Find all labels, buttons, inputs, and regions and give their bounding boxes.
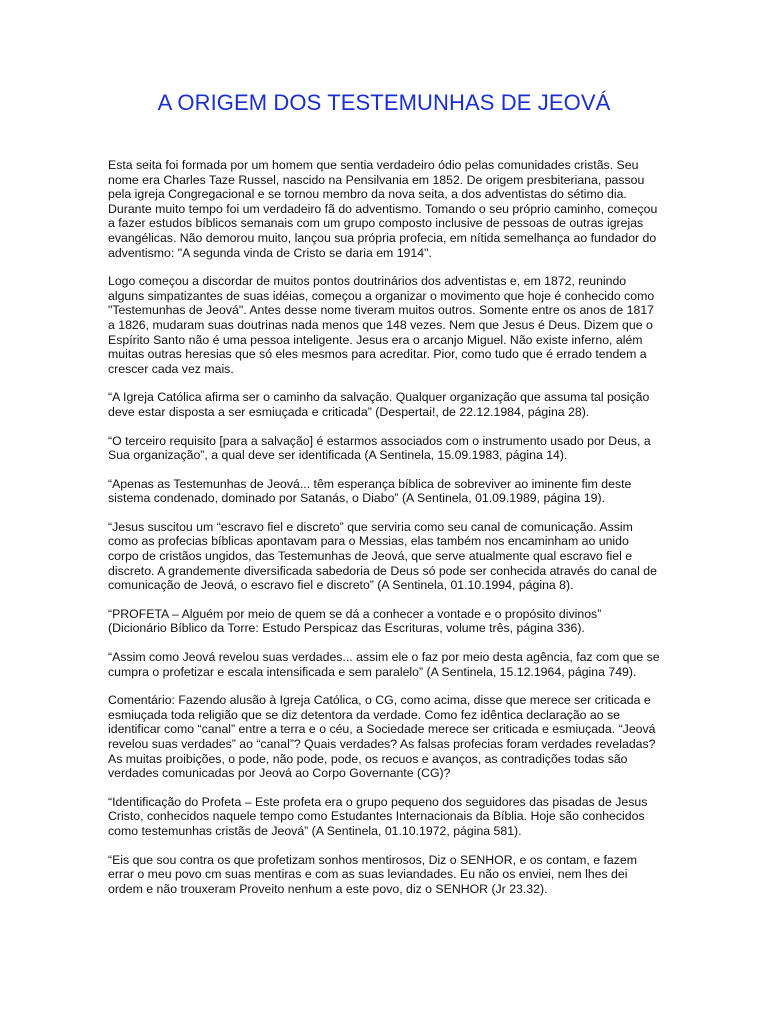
quote-sentinela-1989: “Apenas as Testemunhas de Jeová... têm esperança bíblica de sobreviver ao iminente fim deste sistema condenado, dominado por Satanás, o Diabo” (A Sentinela, 01.09.1989, página 19).: [108, 476, 632, 506]
quote-jeremias: “Eis que sou contra os que profetizam sonhos mentirosos, Diz o SENHOR, e os contam, e fazem errar o meu povo cm suas mentiras e com as suas leviandades. Eu não os enviei, nem lhes dei ordem e não trouxeram Proveito nenhum a este povo, diz o SENHOR (Jr 23.32).: [108, 852, 638, 896]
document-title: A ORIGEM DOS TESTEMUNHAS DE JEOVÁ: [157, 90, 611, 115]
quote-sentinela-1964: “Assim como Jeová revelou suas verdades... assim ele o faz por meio desta agência, faz com que se cumpra o profetizar e escala intensificada e sem paralelo” (A Sentinela, 15.12.1964, página 749).: [108, 650, 660, 679]
paragraph-comentario: Comentário: Fazendo alusão à Igreja Católica, o CG, como acima, disse que merece ser criticada e esmiuçada toda religião que se diz detentora da verdade. Como fez idêntica declaração ao se identificar como “canal” entre a terra e o céu, a Sociedade merece ser criticada e esmiuçada. “Jeová revelou suas verdades” ao “canal”? Quais verdades? As falsas profecias foram verdades reveladas? As muitas proibições, o pode, não pode, pode, os recuos e avanços, as contradições todas são verdades comunicadas por Jeová ao Corpo Governante (CG)?: [108, 693, 656, 781]
quote-sentinela-1994: “Jesus suscitou um “escravo fiel e discreto” que serviria como seu canal de comunicação. Assim como as profecias bíblicas apontavam para o Messias, elas também nos encaminham ao unido corpo de cristãos ungidos, das Testemunhas de Jeová, que serve atualmente qual escravo fiel e discreto. A grandemente diversificada sabedoria de Deus só pode ser conhecida através do canal de comunicação de Jeová, o escravo fiel e discreto” (A Sentinela, 01.10.1994, página 8).: [108, 519, 657, 593]
paragraph-origin: Esta seita foi formada por um homem que sentia verdadeiro ódio pelas comunidades cristãs. Seu nome era Charles Taze Russel, nascido na Pensilvania em 1852. De origem presbiteriana, passou pela igreja Congregacional e se tornou membro da nova seita, a dos adventistas do sétimo dia. Durante muito tempo foi um verdadeiro fã do adventismo. Tomando o seu próprio caminho, começou a fazer estudos bíblicos semanais com um grupo composto inclusive de pessoas de outras igrejas evangélicas. Não demorou muito, lançou sua própria profecia, em nítida semelhança ao fundador do adventismo: "A segunda vinda de Cristo se daria em 1914".: [108, 158, 658, 260]
paragraph-history: Logo começou a discordar de muitos pontos doutrinários dos adventistas e, em 1872, reunindo alguns simpatizantes de suas idéias, começou a organizar o movimento que hoje é conhecido como "Testemunhas de Jeová". Antes desse nome tiveram muitos outros. Somente entre os anos de 1817 a 1826, mudaram suas doutrinas nada menos que 148 vezes. Nem que Jesus é Deus. Dizem que o Espírito Santo não é uma pessoa inteligente. Jesus era o arcanjo Miguel. Não existe inferno, além muitas outras heresias que só eles mesmos para acreditar. Pior, como tudo que é errado tendem a crescer cada vez mais.: [108, 274, 655, 376]
quote-sentinela-1983: “O terceiro requisito [para a salvação] é estarmos associados com o instrumento usado por Deus, a Sua organização”, a qual deve ser identificada (A Sentinela, 15.09.1983, página 14).: [108, 433, 651, 463]
quote-despertai-1984: “A Igreja Católica afirma ser o caminho da salvação. Qualquer organização que assuma tal posição deve estar disposta a ser esmiuçada e criticada” (Despertai!, de 22.12.1984, página 28).: [108, 390, 650, 419]
document-page: [108, 88, 660, 910]
quote-dicionario-profeta: “PROFETA – Alguém por meio de quem se dá a conhecer a vontade e o propósito divinos” (Dicionário Bíblico da Torre: Estudo Perspicaz das Escrituras, volume três, página 336).: [108, 606, 602, 636]
quote-sentinela-1972: “Identificação do Profeta – Este profeta era o grupo pequeno dos seguidores das pisadas de Jesus Cristo, conhecidos naquele tempo como Estudantes Internacionais da Bíblia. Hoje são conhecidos como testemunhas cristãs de Jeová” (A Sentinela, 01.10.1972, página 581).: [108, 794, 648, 838]
